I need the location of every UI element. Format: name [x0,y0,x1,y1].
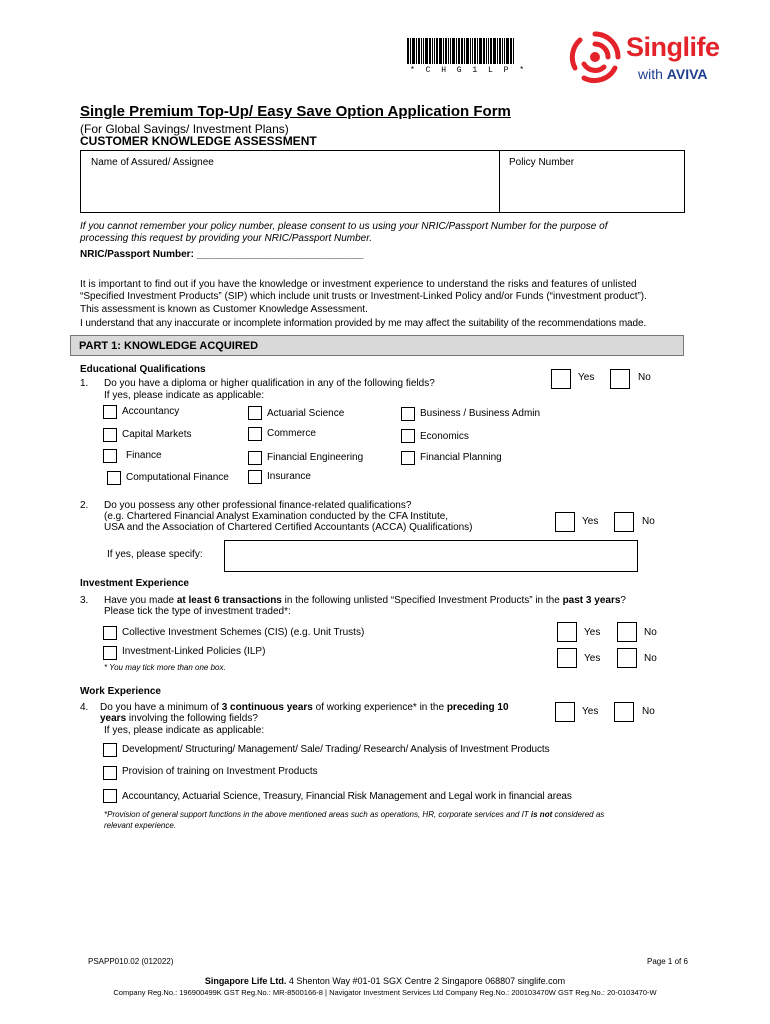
field-economics-label: Economics [420,431,469,442]
q4-yes-label: Yes [582,706,599,717]
work-footnote-b: is not [530,810,553,819]
ilp-no-label: No [644,653,657,664]
consent-line-1: If you cannot remember your policy number, please consent to us using your NRIC/Passport Number for the purpose of [80,221,608,232]
q3-text-line-1 [104,595,626,606]
q1-yes-label: Yes [578,372,595,383]
q4-no-checkbox[interactable] [614,702,634,722]
intro-line-3: This assessment is known as Customer Knowledge Assessment. [80,304,368,315]
policy-number-field[interactable] [499,150,685,213]
intro-line-2: “Specified Investment Products” (SIP) which include unit trusts or Investment-Linked Policy and/or Funds (“investment product”). [80,291,647,302]
q1-no-checkbox[interactable] [610,369,630,389]
q4-text-line-3: If yes, please indicate as applicable: [104,725,265,736]
q2-yes-label: Yes [582,516,599,527]
q2-no-label: No [642,516,655,527]
page-subtitle: (For Global Savings/ Investment Plans) [80,122,289,136]
q1-no-label: No [638,372,651,383]
edu-heading: Educational Qualifications [80,364,206,375]
field-commerce-checkbox[interactable] [248,427,262,441]
work-footnote-line-1 [104,810,604,819]
field-commerce-label: Commerce [267,428,316,439]
q3-number: 3. [80,595,89,606]
field-actuarial-label: Actuarial Science [267,408,345,419]
field-actuarial-checkbox[interactable] [248,406,262,420]
logo-with: with [638,66,663,82]
q4-no-label: No [642,706,655,717]
q4-text-years: years [100,713,127,724]
field-business-checkbox[interactable] [401,407,415,421]
barcode [407,38,547,66]
field-accountancy-checkbox[interactable] [103,405,117,419]
field-financial-engineering-checkbox[interactable] [248,451,262,465]
assured-name-field[interactable] [80,150,500,213]
q3-text-line-2: Please tick the type of investment traded*: [104,606,291,617]
field-financial-planning-checkbox[interactable] [401,451,415,465]
address-text: 4 Shenton Way #01-01 SGX Centre 2 Singapore 068807 singlife.com [286,976,566,986]
field-insurance-checkbox[interactable] [248,470,262,484]
q3-text-b: at least 6 transactions [176,595,282,606]
work-heading: Work Experience [80,686,161,697]
field-financial-engineering-label: Financial Engineering [267,452,364,463]
logo-partner: AVIVA [666,66,708,82]
q1-yes-checkbox[interactable] [551,369,571,389]
ilp-label: Investment-Linked Policies (ILP) [122,646,266,657]
singlife-swirl-icon [566,28,624,86]
logo-tagline [638,66,708,82]
ilp-no-checkbox[interactable] [617,648,637,668]
q2-number: 2. [80,500,89,511]
q2-text-line-1: Do you possess any other professional finance-related qualifications? [104,500,412,511]
q4-text-c: of working experience* in the [312,702,447,713]
field-insurance-label: Insurance [267,471,311,482]
consent-line-2: processing this request by providing your NRIC/Passport Number. [80,233,372,244]
q4-number: 4. [80,702,89,713]
part1-title: PART 1: KNOWLEDGE ACQUIRED [79,340,259,352]
q3-note: * You may tick more than one box. [104,663,226,672]
policy-number-label: Policy Number [509,157,575,168]
work-footnote-a: *Provision of general support functions in the above mentioned areas such as operations, HR, corporate services and IT [104,810,531,819]
inv-heading: Investment Experience [80,578,189,589]
intro-line-4: I understand that any inaccurate or incomplete information provided by me may affect the suitability of the recommendations made. [80,318,647,329]
work-footnote-c: considered as [552,810,605,819]
page-number: Page 1 of 6 [647,957,688,966]
section-heading: CUSTOMER KNOWLEDGE ASSESSMENT [80,134,317,148]
barcode-text: * C H G 1 L P * [410,66,528,75]
field-economics-checkbox[interactable] [401,429,415,443]
field-financial-planning-label: Financial Planning [420,452,502,463]
q2-yes-checkbox[interactable] [555,512,575,532]
field-computational-finance-checkbox[interactable] [107,471,121,485]
q4-text-involving: involving the following fields? [126,713,258,724]
cis-no-checkbox[interactable] [617,622,637,642]
q2-text-line-3: USA and the Association of Chartered Certified Accountants (ACCA) Qualifications) [104,522,473,533]
intro-line-1: It is important to find out if you have the knowledge or investment experience to understand the risks and features of unlisted [80,279,637,290]
work-opt2-label: Provision of training on Investment Products [122,766,318,777]
q2-text-line-2: (e.g. Chartered Financial Analyst Examination conducted by the CFA Institute, [104,511,449,522]
work-opt1-label: Development/ Structuring/ Management/ Sale/ Trading/ Research/ Analysis of Investment Products [122,744,550,755]
work-opt3-checkbox[interactable] [103,789,117,803]
q2-no-checkbox[interactable] [614,512,634,532]
q3-text-e: ? [620,595,626,606]
part1-header [70,335,684,356]
cis-yes-label: Yes [584,627,601,638]
q1-text-line-2: If yes, please indicate as applicable: [104,390,265,401]
logo-brand: Singlife [626,32,720,62]
q4-text-d: preceding 10 [446,702,509,713]
ilp-checkbox[interactable] [103,646,117,660]
page-title: Single Premium Top-Up/ Easy Save Option Application Form [80,103,511,120]
cis-no-label: No [644,627,657,638]
company-registration: Company Reg.No.: 196900499K GST Reg.No.: MR-8500166-8 | Navigator Investment Services Ltd Company Reg.No.: 200103470W GST Reg.No.: 20-0103470-W [113,988,657,997]
singlife-logo [566,28,746,92]
cis-yes-checkbox[interactable] [557,622,577,642]
field-accountancy-label: Accountancy [122,406,180,417]
field-computational-finance-label: Computational Finance [126,472,229,483]
field-capital-markets-checkbox[interactable] [103,428,117,442]
work-opt2-checkbox[interactable] [103,766,117,780]
ilp-yes-checkbox[interactable] [557,648,577,668]
q1-text-line-1: Do you have a diploma or higher qualification in any of the following fields? [104,378,435,389]
q3-text-c: in the following unlisted “Specified Investment Products” in the [281,595,563,606]
q2-specify-input[interactable] [224,540,638,572]
q1-number: 1. [80,378,89,389]
field-capital-markets-label: Capital Markets [122,429,192,440]
q4-text-b: 3 continuous years [221,702,313,713]
ilp-yes-label: Yes [584,653,601,664]
work-opt1-checkbox[interactable] [103,743,117,757]
q4-text-line-1 [100,702,509,713]
q4-text-a: Do you have a minimum of [100,702,222,713]
field-finance-checkbox[interactable] [103,449,117,463]
form-code: PSAPP010.02 (012022) [88,957,174,966]
q4-text-line-2 [100,713,258,724]
field-business-label: Business / Business Admin [420,408,541,419]
assured-name-label: Name of Assured/ Assignee [91,157,214,168]
cis-label: Collective Investment Schemes (CIS) (e.g. Unit Trusts) [122,627,365,638]
work-footnote-line-2: relevant experience. [104,821,177,830]
q2-specify-label: If yes, please specify: [107,549,203,560]
q3-text-d: past 3 years [562,595,621,606]
cis-checkbox[interactable] [103,626,117,640]
q3-text-a: Have you made [104,595,177,606]
company-address [0,976,770,986]
q4-yes-checkbox[interactable] [555,702,575,722]
work-opt3-label: Accountancy, Actuarial Science, Treasury, Financial Risk Management and Legal work in financial areas [122,791,572,802]
nric-label[interactable]: NRIC/Passport Number: ______________________________ [80,249,364,260]
company-name: Singapore Life Ltd. [204,976,287,986]
field-finance-label: Finance [126,450,162,461]
